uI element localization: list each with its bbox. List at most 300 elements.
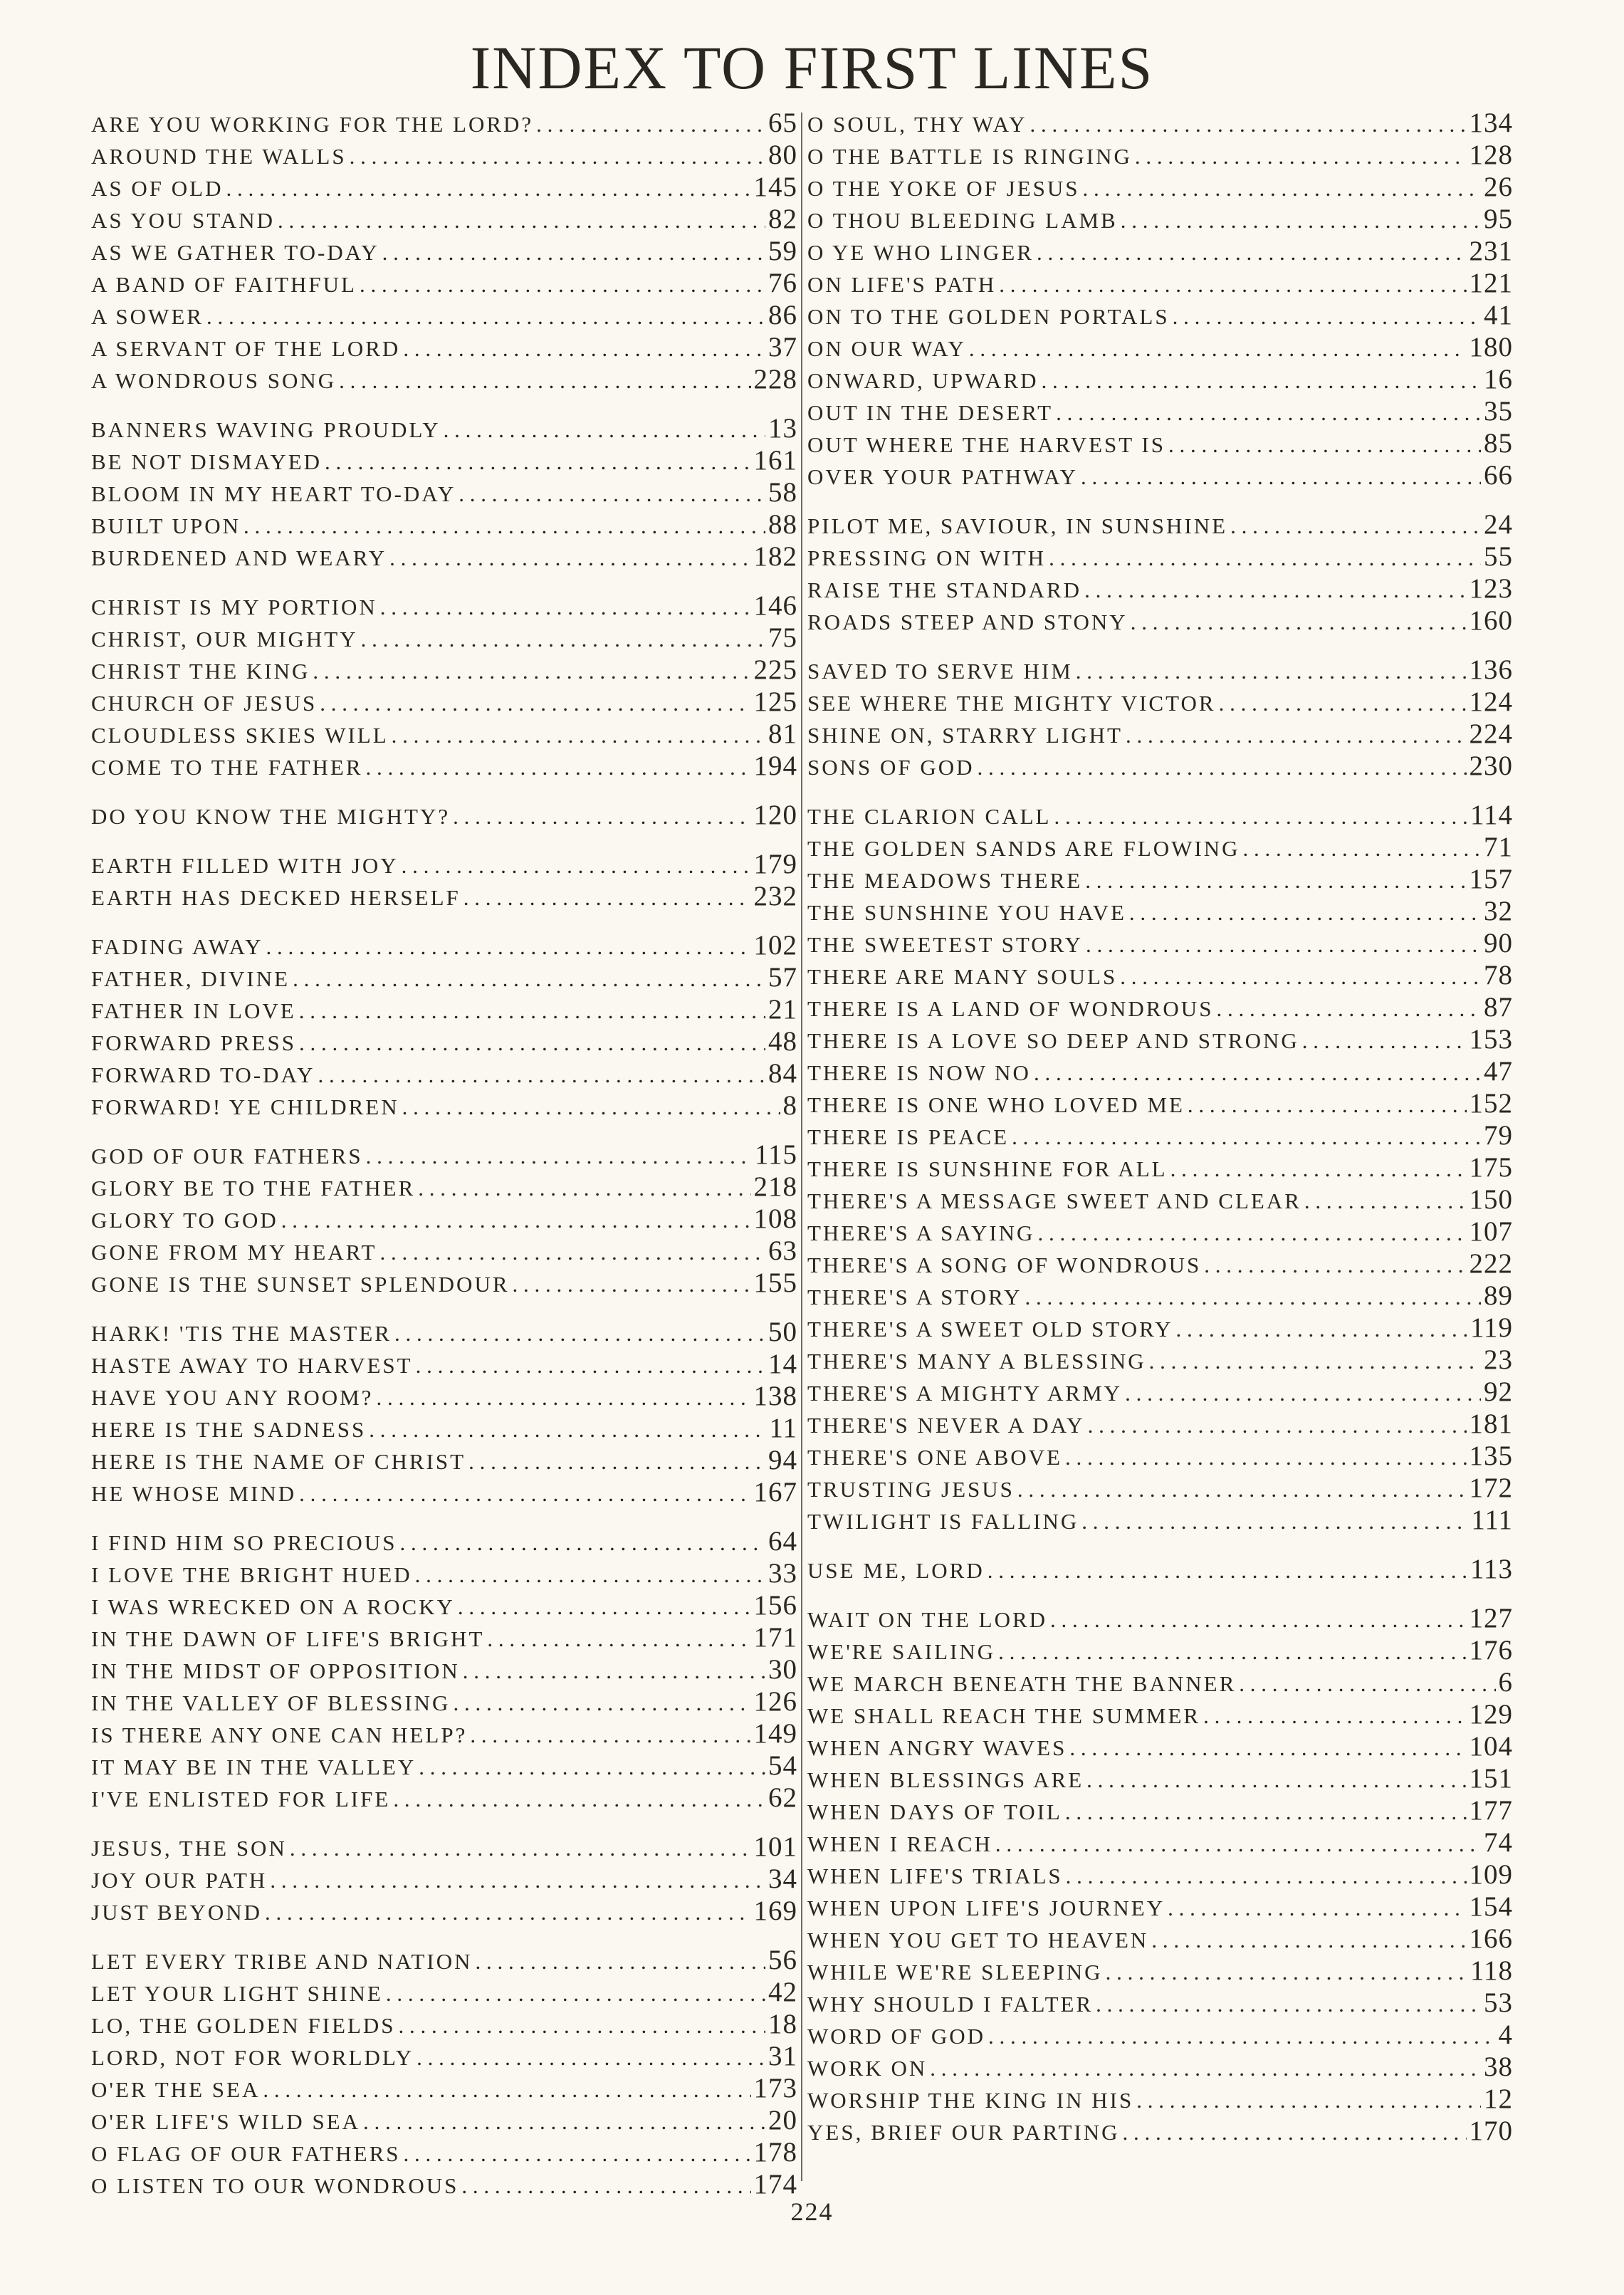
hymn-number: 55 <box>1484 541 1513 572</box>
index-column-left <box>91 107 797 2200</box>
dot-leader <box>1304 1188 1467 1214</box>
first-line-text: THERE ARE MANY SOULS <box>807 964 1118 989</box>
dot-leader <box>1129 900 1481 926</box>
hymn-number: 56 <box>768 1945 797 1975</box>
index-entry <box>807 267 1513 299</box>
index-entry <box>91 654 797 686</box>
first-line-text: ON LIFE'S PATH <box>807 272 997 297</box>
hymn-number: 145 <box>753 172 797 202</box>
hymn-number: 47 <box>1484 1056 1513 1087</box>
dot-leader <box>1084 577 1466 603</box>
hymn-number: 76 <box>768 268 797 298</box>
dot-leader <box>1126 723 1467 748</box>
first-line-text: AS OF OLD <box>91 176 224 201</box>
index-entry <box>807 2051 1513 2083</box>
first-line-text: IS THERE ANY ONE CAN HELP? <box>91 1722 468 1747</box>
hymn-number: 16 <box>1484 364 1513 394</box>
hymn-number: 54 <box>768 1750 797 1781</box>
dot-leader <box>1168 432 1481 458</box>
first-line-text: ON OUR WAY <box>807 336 966 361</box>
hymn-number: 34 <box>768 1863 797 1894</box>
hymn-number: 230 <box>1469 751 1513 781</box>
first-line-text: WE'RE SAILING <box>807 1639 996 1664</box>
dot-leader <box>1041 368 1481 394</box>
index-entry <box>807 171 1513 203</box>
hymn-number: 181 <box>1469 1408 1513 1439</box>
dot-leader <box>930 2056 1481 2081</box>
index-entry <box>91 107 797 139</box>
dot-leader <box>1050 1607 1466 1633</box>
dot-leader <box>290 1836 751 1861</box>
hymn-number: 4 <box>1498 2019 1513 2050</box>
first-line-text: CLOUDLESS SKIES WILL <box>91 723 389 748</box>
hymn-number: 160 <box>1469 605 1513 636</box>
index-entry <box>807 299 1513 331</box>
hymn-number: 129 <box>1469 1699 1513 1730</box>
hymn-number: 107 <box>1469 1216 1513 1247</box>
first-line-text: WE MARCH BENEATH THE BANNER <box>807 1671 1237 1696</box>
dot-leader <box>360 272 765 298</box>
dot-leader <box>366 1144 752 1169</box>
index-entry <box>807 1666 1513 1698</box>
first-line-text: PRESSING ON WITH <box>807 545 1047 570</box>
dot-leader <box>1030 112 1467 137</box>
first-line-text: FORWARD TO-DAY <box>91 1062 315 1087</box>
group-spacer <box>91 1508 797 1525</box>
hymn-number: 108 <box>753 1203 797 1234</box>
first-line-text: I'VE ENLISTED FOR LIFE <box>91 1787 391 1812</box>
dot-leader <box>1173 304 1481 330</box>
dot-leader <box>369 1417 766 1443</box>
index-entry <box>91 961 797 993</box>
index-entry <box>807 2115 1513 2147</box>
group-spacer <box>91 573 797 590</box>
hymn-number: 173 <box>753 2073 797 2103</box>
dot-leader <box>361 627 765 652</box>
dot-leader <box>402 853 751 879</box>
index-entry <box>807 235 1513 267</box>
index-entry <box>807 1248 1513 1280</box>
hymn-number: 177 <box>1469 1795 1513 1826</box>
dot-leader <box>1151 1928 1466 1953</box>
first-line-text: WHEN BLESSINGS ARE <box>807 1767 1084 1792</box>
hymn-number: 41 <box>1484 300 1513 330</box>
index-entry <box>807 1987 1513 2019</box>
hymn-number: 8 <box>782 1090 797 1121</box>
index-entry <box>91 1863 797 1895</box>
first-line-text: WHY SHOULD I FALTER <box>807 1992 1094 2017</box>
hymn-number: 80 <box>768 140 797 170</box>
first-line-text: WHEN DAYS OF TOIL <box>807 1799 1062 1824</box>
first-line-text: LORD, NOT FOR WORLDLY <box>91 2045 414 2070</box>
dot-leader <box>1216 996 1481 1022</box>
dot-leader <box>1239 1671 1495 1697</box>
first-line-text: THERE'S NEVER A DAY <box>807 1413 1085 1438</box>
index-entry <box>807 1216 1513 1248</box>
dot-leader <box>266 934 751 960</box>
hymn-number: 78 <box>1484 960 1513 990</box>
hymn-number: 180 <box>1469 332 1513 362</box>
first-line-text: O THE BATTLE IS RINGING <box>807 144 1132 169</box>
dot-leader <box>998 1639 1466 1665</box>
first-line-text: BUILT UPON <box>91 513 241 538</box>
first-line-text: COME TO THE FATHER <box>91 755 363 780</box>
hymn-number: 88 <box>768 509 797 540</box>
index-entry <box>807 1312 1513 1344</box>
hymn-number: 26 <box>1484 172 1513 202</box>
index-entry <box>91 331 797 363</box>
first-line-text: CHRIST IS MY PORTION <box>91 595 377 620</box>
dot-leader <box>379 1240 765 1265</box>
index-entry <box>807 203 1513 235</box>
dot-leader <box>419 1755 765 1780</box>
hymn-number: 157 <box>1469 864 1513 894</box>
first-line-text: THERE IS A LAND OF WONDROUS <box>807 996 1214 1021</box>
dot-leader <box>394 1321 765 1347</box>
dot-leader <box>1076 659 1467 684</box>
first-line-text: LO, THE GOLDEN FIELDS <box>91 2013 396 2038</box>
index-entry <box>807 1344 1513 1376</box>
first-line-text: BE NOT DISMAYED <box>91 449 323 474</box>
dot-leader <box>380 595 751 620</box>
hymn-number: 42 <box>768 1977 797 2007</box>
first-line-text: WORD OF GOD <box>807 2024 985 2049</box>
hymn-number: 123 <box>1469 573 1513 604</box>
dot-leader <box>399 2013 765 2039</box>
group-spacer <box>91 1814 797 1831</box>
first-line-text: A WONDROUS SONG <box>91 368 337 393</box>
hymn-number: 81 <box>768 718 797 749</box>
first-line-text: THERE IS SUNSHINE FOR ALL <box>807 1156 1168 1181</box>
group-spacer <box>807 1585 1513 1602</box>
hymn-number: 124 <box>1469 686 1513 717</box>
index-entry <box>807 927 1513 959</box>
hymn-number: 84 <box>768 1058 797 1089</box>
index-entry <box>91 2072 797 2104</box>
dot-leader <box>1204 1253 1466 1278</box>
hymn-number: 149 <box>753 1718 797 1749</box>
dot-leader <box>468 1449 765 1475</box>
index-entry <box>91 1944 797 1976</box>
index-entry <box>91 1831 797 1863</box>
dot-leader <box>1081 464 1481 490</box>
index-entry <box>91 1750 797 1782</box>
dot-leader <box>299 1481 750 1507</box>
index-entry <box>807 1440 1513 1472</box>
index-entry <box>91 235 797 267</box>
index-column-right <box>807 107 1513 2147</box>
group-spacer <box>91 782 797 799</box>
first-line-text: FATHER IN LOVE <box>91 998 296 1023</box>
hymn-number: 92 <box>1484 1376 1513 1407</box>
first-line-text: GONE FROM MY HEART <box>91 1240 377 1265</box>
hymn-number: 113 <box>1470 1554 1513 1584</box>
dot-leader <box>513 1272 751 1297</box>
hymn-number: 13 <box>768 413 797 444</box>
hymn-number: 118 <box>1470 1955 1513 1986</box>
index-entry <box>807 1762 1513 1794</box>
first-line-text: OUT IN THE DESERT <box>807 400 1054 425</box>
group-spacer <box>807 637 1513 654</box>
dot-leader <box>1123 2120 1467 2145</box>
index-entry <box>807 1119 1513 1151</box>
first-line-text: GONE IS THE SUNSET SPLENDOUR <box>91 1272 510 1297</box>
page-number: 224 <box>790 2197 834 2226</box>
first-line-text: WHEN UPON LIFE'S JOURNEY <box>807 1896 1165 1920</box>
hymn-number: 125 <box>753 686 797 717</box>
first-line-text: HARK! 'TIS THE MASTER <box>91 1321 392 1346</box>
index-entry <box>807 573 1513 605</box>
first-line-text: WHEN ANGRY WAVES <box>807 1735 1067 1760</box>
dot-leader <box>386 1981 765 2007</box>
first-line-text: BURDENED AND WEARY <box>91 545 387 570</box>
dot-leader <box>1149 1349 1481 1374</box>
first-line-text: O'ER LIFE'S WILD SEA <box>91 2109 361 2134</box>
dot-leader <box>1302 1028 1467 1054</box>
index-entry <box>91 1348 797 1380</box>
dot-leader <box>403 336 765 362</box>
hymn-number: 152 <box>1469 1088 1513 1119</box>
first-line-text: THERE'S A MIGHTY ARMY <box>807 1381 1123 1406</box>
index-entry <box>807 540 1513 573</box>
first-line-text: JUST BEYOND <box>91 1900 262 1925</box>
index-entry <box>807 1602 1513 1634</box>
index-entry <box>807 1183 1513 1216</box>
dot-leader <box>1054 804 1467 830</box>
index-entry <box>807 139 1513 171</box>
first-line-text: LET EVERY TRIBE AND NATION <box>91 1949 473 1974</box>
dot-leader <box>363 2109 765 2135</box>
group-spacer <box>807 782 1513 799</box>
hymn-number: 57 <box>768 962 797 993</box>
hymn-number: 167 <box>753 1477 797 1507</box>
hymn-number: 222 <box>1469 1248 1513 1279</box>
first-line-text: CHURCH OF JESUS <box>91 691 318 716</box>
hymn-number: 64 <box>768 1526 797 1557</box>
dot-leader <box>1088 1413 1467 1438</box>
index-entry <box>91 2008 797 2040</box>
dot-leader <box>1037 240 1467 266</box>
hymn-number: 154 <box>1469 1891 1513 1922</box>
dot-leader <box>226 176 750 202</box>
index-entry <box>807 799 1513 831</box>
dot-leader <box>988 2024 1496 2049</box>
hymn-number: 121 <box>1469 268 1513 298</box>
dot-leader <box>1170 1156 1467 1182</box>
index-entry <box>91 1621 797 1653</box>
dot-leader <box>1017 1477 1467 1502</box>
dot-leader <box>376 1385 750 1411</box>
dot-leader <box>1066 1863 1467 1889</box>
index-entry <box>807 1280 1513 1312</box>
hymn-number: 119 <box>1470 1312 1513 1343</box>
index-entry <box>807 395 1513 427</box>
index-entry <box>91 1685 797 1718</box>
dot-leader <box>459 481 765 507</box>
first-line-text: WE SHALL REACH THE SUMMER <box>807 1703 1201 1728</box>
first-line-text: FORWARD! YE CHILDREN <box>91 1094 399 1119</box>
index-entry <box>807 2019 1513 2051</box>
hymn-number: 218 <box>753 1171 797 1202</box>
first-line-text: O THE YOKE OF JESUS <box>807 176 1080 201</box>
index-entry <box>91 1718 797 1750</box>
dot-leader <box>1037 1220 1466 1246</box>
index-entry <box>91 1525 797 1557</box>
index-entry <box>807 750 1513 782</box>
index-entry <box>91 848 797 880</box>
index-entry <box>91 718 797 750</box>
hymn-number: 176 <box>1469 1635 1513 1666</box>
index-entry <box>91 1267 797 1299</box>
first-line-text: BANNERS WAVING PROUDLY <box>91 417 441 442</box>
dot-leader <box>320 691 750 716</box>
dot-leader <box>1034 1060 1481 1086</box>
dot-leader <box>392 723 765 748</box>
first-line-text: HERE IS THE SADNESS <box>91 1417 367 1442</box>
dot-leader <box>313 659 750 684</box>
dot-leader <box>1131 610 1467 635</box>
first-line-text: THERE'S A STORY <box>807 1285 1022 1309</box>
index-entry <box>807 1730 1513 1762</box>
index-entry <box>807 1553 1513 1585</box>
first-line-text: THERE'S MANY A BLESSING <box>807 1349 1146 1374</box>
index-entry <box>91 540 797 573</box>
dot-leader <box>1085 868 1466 894</box>
dot-leader <box>978 755 1467 780</box>
hymn-number: 166 <box>1469 1923 1513 1954</box>
first-line-text: A SOWER <box>91 304 204 329</box>
index-entry <box>807 1023 1513 1055</box>
first-line-text: SAVED TO SERVE HIM <box>807 659 1073 684</box>
index-entry <box>807 686 1513 718</box>
hymn-number: 135 <box>1469 1441 1513 1471</box>
hymn-number: 24 <box>1484 509 1513 540</box>
index-entry <box>807 1698 1513 1730</box>
dot-leader <box>265 1900 751 1925</box>
hymn-number: 6 <box>1498 1667 1513 1698</box>
hymn-number: 150 <box>1469 1184 1513 1215</box>
index-entry <box>91 1057 797 1089</box>
dot-leader <box>1069 1735 1466 1761</box>
first-line-text: THERE IS ONE WHO LOVED ME <box>807 1092 1185 1117</box>
hymn-number: 62 <box>768 1782 797 1813</box>
index-entry <box>807 459 1513 491</box>
first-line-text: I FIND HIM SO PRECIOUS <box>91 1530 397 1555</box>
page-title: INDEX TO FIRST LINES <box>470 33 1154 102</box>
dot-leader <box>1025 1285 1481 1310</box>
first-line-text: THERE'S A SONG OF WONDROUS <box>807 1253 1202 1277</box>
hymn-number: 126 <box>753 1686 797 1717</box>
dot-leader <box>415 1562 765 1588</box>
first-line-text: THERE'S A MESSAGE SWEET AND CLEAR <box>807 1188 1301 1213</box>
first-line-text: THE CLARION CALL <box>807 804 1052 829</box>
dot-leader <box>1120 964 1481 990</box>
dot-leader <box>325 449 750 475</box>
hymn-number: 50 <box>768 1317 797 1347</box>
hymn-number: 172 <box>1469 1473 1513 1503</box>
first-line-text: A SERVANT OF THE LORD <box>91 336 401 361</box>
hymn-number: 128 <box>1469 140 1513 170</box>
index-entry <box>807 1504 1513 1536</box>
hymn-number: 23 <box>1484 1344 1513 1375</box>
first-line-text: WHEN YOU GET TO HEAVEN <box>807 1928 1149 1952</box>
first-line-text: JESUS, THE SON <box>91 1836 287 1861</box>
hymn-number: 95 <box>1484 204 1513 234</box>
first-line-text: SEE WHERE THE MIGHTY VICTOR <box>807 691 1216 716</box>
first-line-text: O FLAG OF OUR FATHERS <box>91 2141 401 2166</box>
first-line-text: THERE'S ONE ABOVE <box>807 1445 1062 1470</box>
hymn-number: 75 <box>768 622 797 653</box>
dot-leader <box>487 1626 750 1652</box>
hymn-number: 111 <box>1471 1505 1513 1535</box>
dot-leader <box>969 336 1467 362</box>
hymn-number: 171 <box>753 1622 797 1653</box>
dot-leader <box>299 998 765 1024</box>
hymn-number: 224 <box>1469 718 1513 749</box>
dot-leader <box>1056 400 1481 426</box>
first-line-text: ARE YOU WORKING FOR THE LORD? <box>91 112 534 137</box>
dot-leader <box>1203 1703 1466 1729</box>
dot-leader <box>1065 1799 1467 1825</box>
hymn-number: 175 <box>1469 1152 1513 1183</box>
index-entry <box>91 139 797 171</box>
index-entry <box>807 1794 1513 1826</box>
first-line-text: AS WE GATHER TO-DAY <box>91 240 379 265</box>
first-line-text: O LISTEN TO OUR WONDROUS <box>91 2173 459 2198</box>
hymn-number: 114 <box>1470 800 1513 830</box>
hymn-number: 153 <box>1469 1024 1513 1055</box>
dot-leader <box>1086 1767 1466 1793</box>
index-entry <box>91 1557 797 1589</box>
index-entry <box>807 1955 1513 1987</box>
hymn-number: 109 <box>1469 1859 1513 1890</box>
group-spacer <box>91 1299 797 1316</box>
first-line-text: BLOOM IN MY HEART TO-DAY <box>91 481 456 506</box>
index-entry <box>91 1412 797 1444</box>
first-line-text: THERE IS NOW NO <box>807 1060 1031 1085</box>
index-entry <box>91 1235 797 1267</box>
index-entry <box>91 1316 797 1348</box>
first-line-text: FATHER, DIVINE <box>91 966 290 991</box>
index-entry <box>807 1859 1513 1891</box>
hymn-number: 30 <box>768 1654 797 1685</box>
first-line-text: WORK ON <box>807 2056 928 2081</box>
dot-leader <box>536 112 765 137</box>
first-line-text: WHEN I REACH <box>807 1831 992 1856</box>
first-line-text: O SOUL, THY WAY <box>807 112 1027 137</box>
hymn-number: 161 <box>753 445 797 476</box>
hymn-number: 66 <box>1484 460 1513 491</box>
dot-leader <box>281 1208 751 1233</box>
dot-leader <box>1243 836 1481 862</box>
dot-leader <box>444 417 765 443</box>
first-line-text: IN THE DAWN OF LIFE'S BRIGHT <box>91 1626 485 1651</box>
index-entry <box>807 1408 1513 1440</box>
hymn-number: 101 <box>753 1831 797 1862</box>
dot-leader <box>263 2077 750 2103</box>
first-line-text: RAISE THE STANDARD <box>807 577 1082 602</box>
dot-leader <box>461 2173 750 2199</box>
first-line-text: HAVE YOU ANY ROOM? <box>91 1385 374 1410</box>
dot-leader <box>1065 1445 1467 1470</box>
hymn-number: 11 <box>769 1413 797 1443</box>
dot-leader <box>318 1062 765 1088</box>
first-line-text: THERE IS PEACE <box>807 1124 1010 1149</box>
dot-leader <box>1012 1124 1481 1150</box>
index-entry <box>91 1782 797 1814</box>
hymn-number: 79 <box>1484 1120 1513 1151</box>
index-entry <box>807 831 1513 863</box>
